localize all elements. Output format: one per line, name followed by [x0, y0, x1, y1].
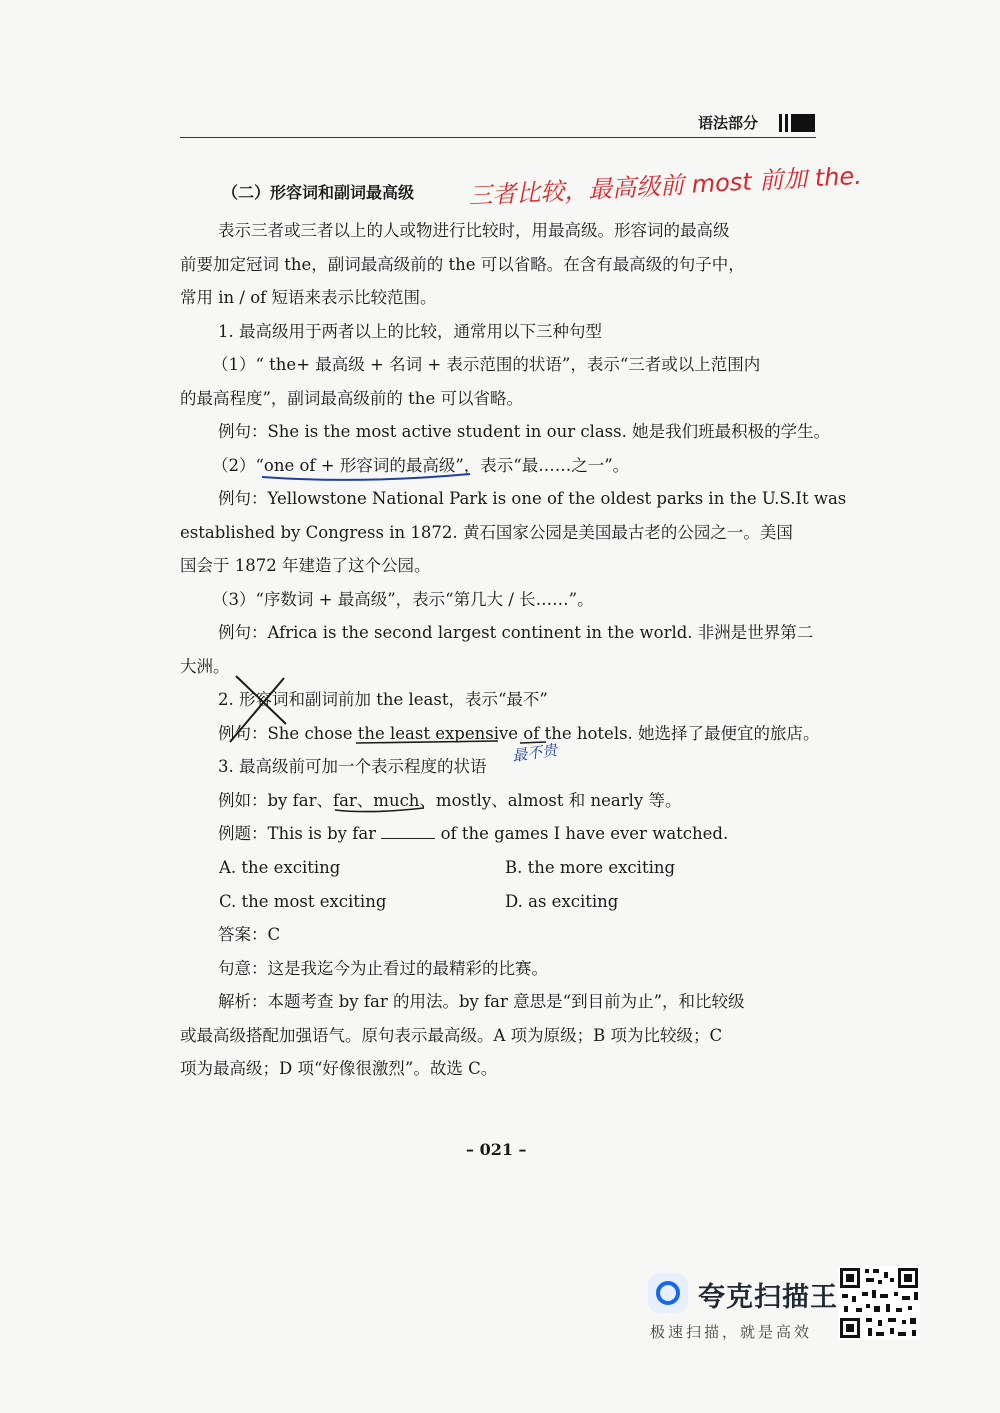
brand-slogan: 极速扫描，就是高效 — [650, 1323, 813, 1341]
qr-code-icon — [838, 1266, 920, 1340]
handwritten-note-blue: 最不贵 — [511, 740, 559, 766]
underline-far-much — [335, 808, 424, 812]
handwritten-note-red: 三者比较，最高级前 most 前加 the. — [467, 161, 863, 211]
quark-logo-icon — [648, 1273, 688, 1313]
header-section-title: 语法部分 — [698, 114, 759, 132]
cross-mark — [230, 678, 284, 742]
text-line: 国会于 1872 年建造了这个公园。 — [180, 556, 431, 575]
example-3: 例句：Africa is the second largest continent in the world. 非洲是世界第二 — [218, 623, 814, 642]
answer-line: 答案：C — [218, 925, 281, 944]
question-stem: 例题：This is by far — [218, 824, 377, 843]
rule-2: 2. 形容词和副词前加 the least，表示“最不” — [218, 690, 548, 709]
text-line: 前要加定冠词 the，副词最高级前的 the 可以省略。在含有最高级的句子中， — [180, 255, 745, 274]
underline-the — [520, 742, 546, 743]
example-2: 例句：Yellowstone National Park is one of the oldest parks in the U.S.It was — [218, 489, 847, 508]
pattern-1: （1）“ the+ 最高级 + 名词 + 表示范围的状语”，表示“三者或以上范围内 — [212, 355, 761, 374]
section-title: （二）形容词和副词最高级 — [222, 183, 415, 202]
option-b: B. the more exciting — [505, 858, 676, 877]
option-c: C. the most exciting — [219, 892, 387, 911]
example-4: 例句：She chose the least expensive of the hotels. 她选择了最便宜的旅店。 — [218, 724, 820, 743]
rule-3: 3. 最高级前可加一个表示程度的状语 — [218, 757, 487, 776]
underline-least-expensive — [356, 741, 498, 743]
page-number: – 021 – — [466, 1140, 527, 1159]
pattern-2: （2）“one of + 形容词的最高级”，表示“最……之一”。 — [212, 456, 630, 475]
examples-line: 例如：by far、far、much、mostly、almost 和 nearly 等。 — [218, 791, 682, 810]
brand-name: 夸克扫描王 — [698, 1282, 838, 1313]
text-line: 项为最高级；D 项“好像很激烈”。故选 C。 — [180, 1059, 498, 1078]
question-tail: of the games I have ever watched. — [440, 824, 729, 843]
pattern-3: （3）“序数词 + 最高级”，表示“第几大 / 长……”。 — [212, 590, 594, 609]
meaning-line: 句意：这是我迄今为止看过的最精彩的比赛。 — [218, 959, 548, 978]
analysis-line: 解析：本题考查 by far 的用法。by far 意思是“到目前为止”，和比较级 — [218, 992, 745, 1011]
text-line: 的最高程度”，副词最高级前的 the 可以省略。 — [180, 389, 523, 408]
rule-1: 1. 最高级用于两者以上的比较，通常用以下三种句型 — [218, 322, 602, 341]
text-line: 大洲。 — [180, 657, 230, 676]
option-d: D. as exciting — [505, 892, 619, 911]
text-line: 或最高级搭配加强语气。原句表示最高级。A 项为原级；B 项为比较级；C — [180, 1026, 723, 1045]
underline-one-of — [262, 474, 470, 480]
text-line: established by Congress in 1872. 黄石国家公园是美国最古老的公园之一。美国 — [180, 523, 793, 542]
option-a: A. the exciting — [219, 858, 341, 877]
example-1: 例句：She is the most active student in our class. 她是我们班最积极的学生。 — [218, 422, 831, 441]
text-line: 表示三者或三者以上的人或物进行比较时，用最高级。形容词的最高级 — [218, 221, 730, 240]
text-line: 常用 in / of 短语来表示比较范围。 — [180, 288, 437, 307]
